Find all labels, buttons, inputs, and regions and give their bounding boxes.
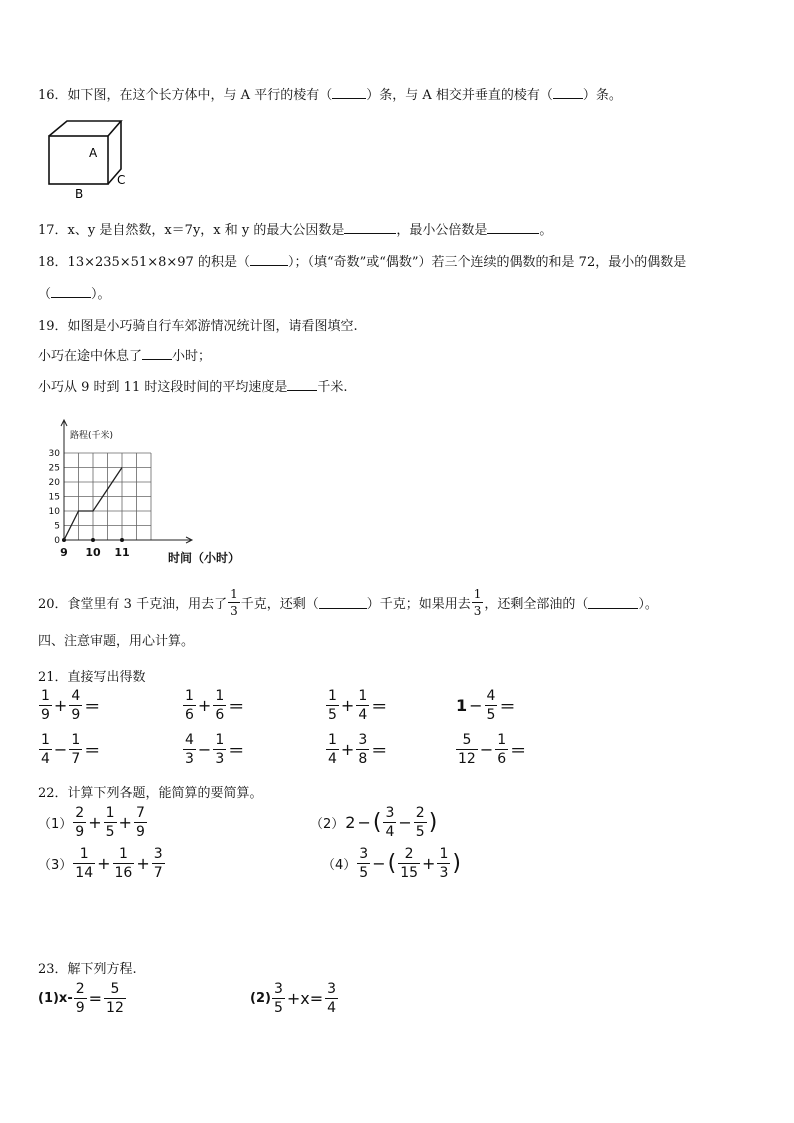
cuboid-top-face bbox=[49, 121, 121, 136]
operator: − bbox=[479, 740, 494, 759]
y-axis-label: 路程(千米) bbox=[70, 431, 114, 441]
fraction: $\frac{3}{4}$ bbox=[385, 805, 395, 840]
denominator: 5 bbox=[486, 707, 496, 723]
answer-blank[interactable] bbox=[319, 596, 367, 609]
numerator: 1 bbox=[328, 732, 337, 748]
x-axis-label: 时间（小时） bbox=[168, 551, 241, 565]
operator: + bbox=[340, 696, 355, 715]
fraction bbox=[356, 733, 369, 766]
fraction bbox=[183, 733, 196, 766]
answer-blank[interactable] bbox=[287, 378, 317, 391]
answer-blank[interactable] bbox=[142, 347, 172, 360]
y-tick-label: 5 bbox=[54, 521, 60, 532]
y-tick-label: 0 bbox=[54, 536, 60, 546]
numerator: 1 bbox=[215, 732, 225, 748]
numerator: 1 bbox=[215, 688, 225, 704]
question-17-text: 17．x、y 是自然数，x＝7y，x 和 y 的最大公因数是 ，最小公倍数是 。 bbox=[38, 223, 553, 238]
equals-sign: ＝ bbox=[371, 741, 388, 760]
cuboid-figure bbox=[40, 116, 140, 202]
fraction bbox=[69, 689, 82, 722]
operator: − bbox=[469, 696, 483, 715]
x-tick-label: 10 bbox=[85, 546, 101, 559]
y-tick-label: 15 bbox=[48, 492, 60, 503]
answer-blank[interactable] bbox=[487, 221, 539, 234]
numerator: 1 bbox=[41, 688, 50, 704]
operator: + bbox=[340, 740, 355, 759]
fraction bbox=[326, 689, 339, 722]
numerator: 3 bbox=[358, 732, 368, 748]
fraction bbox=[183, 689, 196, 722]
answer-blank[interactable] bbox=[344, 221, 396, 234]
question-18-text: 18．13×235×51×8×97 的积是（ ）；（填“奇数”或“偶数”）若三个连续的偶数的和是 72，最小的偶数是 bbox=[38, 255, 687, 270]
answer-blank[interactable] bbox=[250, 253, 288, 266]
question-22-title: 22．计算下列各题，能简算的要简算。 bbox=[38, 786, 263, 801]
fraction bbox=[456, 733, 478, 766]
numerator: 4 bbox=[486, 688, 496, 704]
denominator: 12 bbox=[458, 751, 476, 767]
numerator: 1 bbox=[328, 688, 337, 704]
question-21-item bbox=[182, 733, 245, 766]
numerator: 1 bbox=[71, 732, 81, 748]
operator: − bbox=[53, 740, 68, 759]
denominator: 9 bbox=[41, 707, 50, 723]
operator: + bbox=[53, 696, 68, 715]
question-21-item bbox=[325, 689, 388, 722]
numerator: 1 bbox=[497, 732, 507, 748]
fraction: $\frac{2}{5}$ bbox=[415, 805, 425, 840]
denominator: 6 bbox=[497, 751, 507, 767]
fraction: $\frac{3}{7}$ bbox=[153, 846, 163, 881]
question-22-part-2: （2） 2 − ( $\frac{3}{4}$ − $\frac{2}{5}$ ) bbox=[310, 805, 438, 840]
operator: + bbox=[197, 696, 212, 715]
equals-sign: ＝ bbox=[510, 741, 527, 760]
cuboid-label-a: A bbox=[89, 146, 98, 160]
fraction bbox=[326, 733, 339, 766]
answer-blank[interactable] bbox=[553, 86, 583, 99]
denominator: 6 bbox=[185, 707, 194, 723]
numerator: 4 bbox=[71, 688, 81, 704]
denominator: 3 bbox=[215, 751, 225, 767]
fraction: $\frac{2}{9}$ bbox=[75, 805, 85, 840]
denominator: 5 bbox=[328, 707, 337, 723]
question-21-item bbox=[38, 733, 101, 766]
x-tick-label: 11 bbox=[114, 546, 130, 559]
fraction: $\frac{2}{9}$ bbox=[75, 981, 85, 1016]
question-19-line1: 小巧在途中休息了 小时； bbox=[38, 349, 212, 364]
fraction bbox=[39, 689, 52, 722]
equals-sign: ＝ bbox=[499, 697, 516, 716]
equals-sign: ＝ bbox=[228, 697, 245, 716]
denominator: 4 bbox=[41, 751, 50, 767]
question-19-line2: 小巧从 9 时到 11 时这段时间的平均速度是 千米. bbox=[38, 380, 348, 395]
fraction: $\frac{1}{16}$ bbox=[114, 846, 133, 881]
denominator: 4 bbox=[328, 751, 337, 767]
y-tick-label: 30 bbox=[48, 449, 60, 459]
question-16-text: 16．如下图，在这个长方体中，与 A 平行的棱有（ ）条，与 A 相交并垂直的棱有（ ）条。 bbox=[38, 88, 622, 103]
x-tick-dot bbox=[120, 538, 124, 542]
fraction: $\frac{1}{3}$ bbox=[473, 587, 482, 618]
denominator: 4 bbox=[358, 707, 368, 723]
denominator: 7 bbox=[71, 751, 81, 767]
numerator: 1 bbox=[41, 732, 50, 748]
fraction: $\frac{1}{3}$ bbox=[230, 587, 238, 618]
equals-sign: ＝ bbox=[371, 697, 388, 716]
fraction bbox=[39, 733, 52, 766]
question-23-title: 23．解下列方程. bbox=[38, 962, 137, 977]
numerator: 1 bbox=[358, 688, 368, 704]
fraction: $\frac{1}{3}$ bbox=[439, 846, 449, 881]
fraction: $\frac{3}{5}$ bbox=[359, 846, 369, 881]
denominator: 9 bbox=[71, 707, 81, 723]
fraction: $\frac{5}{12}$ bbox=[106, 981, 124, 1016]
question-22-part-3: （3） $\frac{1}{14}$ + $\frac{1}{16}$ + $\frac{3}{7}$ bbox=[38, 846, 163, 881]
question-22-part-1: （1） $\frac{2}{9}$ + $\frac{1}{5}$ + $\frac{7}{9}$ bbox=[38, 805, 145, 840]
fraction bbox=[213, 733, 226, 766]
section-4-title: 四、注意审题，用心计算。 bbox=[38, 634, 195, 649]
answer-blank[interactable] bbox=[588, 596, 638, 609]
numerator: 1 bbox=[185, 688, 194, 704]
cuboid-label-c: C bbox=[117, 173, 126, 187]
x-tick-dot bbox=[91, 538, 95, 542]
equals-sign: ＝ bbox=[84, 697, 101, 716]
answer-blank[interactable] bbox=[332, 86, 366, 99]
fraction bbox=[213, 689, 226, 722]
answer-blank[interactable] bbox=[51, 285, 91, 298]
fraction: $\frac{1}{5}$ bbox=[105, 805, 115, 840]
question-18-line2: （ ）。 bbox=[38, 287, 111, 302]
question-21-title: 21．直接写出得数 bbox=[38, 670, 146, 685]
y-tick-label: 20 bbox=[48, 478, 60, 488]
question-20-text: 20．食堂里有 3 千克油，用去了 $\frac{1}{3}$ 千克，还剩（ ）千克；如果用去 $\frac{1}{3}$ ，还剩全部油的（ ）。 bbox=[38, 587, 658, 618]
x-tick-label: 9 bbox=[60, 546, 68, 559]
numerator: 5 bbox=[462, 732, 472, 748]
distance-time-chart bbox=[30, 412, 270, 572]
whole-number: 1 bbox=[456, 696, 468, 715]
y-tick-label: 10 bbox=[48, 507, 60, 517]
question-21-item bbox=[182, 689, 245, 722]
question-19-title: 19．如图是小巧骑自行车郊游情况统计图，请看图填空. bbox=[38, 319, 358, 334]
denominator: 6 bbox=[215, 707, 225, 723]
operator: − bbox=[197, 740, 212, 759]
fraction: $\frac{7}{9}$ bbox=[135, 805, 145, 840]
denominator: 8 bbox=[358, 751, 368, 767]
fraction: $\frac{1}{14}$ bbox=[75, 846, 94, 881]
question-23-equation-2: (2) $\frac{3}{5}$ +x= $\frac{3}{4}$ bbox=[250, 981, 337, 1016]
fraction bbox=[69, 733, 82, 766]
equals-sign: ＝ bbox=[84, 741, 101, 760]
equals-sign: ＝ bbox=[228, 741, 245, 760]
cuboid-label-b: B bbox=[75, 187, 84, 201]
question-21-item bbox=[38, 689, 101, 722]
fraction: $\frac{2}{15}$ bbox=[400, 846, 419, 881]
question-23-equation-1: (1)x- $\frac{2}{9}$ = $\frac{5}{12}$ bbox=[38, 981, 124, 1016]
question-21-item bbox=[325, 733, 388, 766]
numerator: 4 bbox=[185, 732, 194, 748]
question-22-part-4: （4） $\frac{3}{5}$ − ( $\frac{2}{15}$ + $\frac{1}{3}$ ) bbox=[322, 846, 461, 881]
fraction bbox=[495, 733, 508, 766]
y-tick-label: 25 bbox=[48, 463, 60, 474]
fraction bbox=[485, 689, 498, 722]
question-21-item bbox=[455, 689, 516, 722]
question-21-item bbox=[455, 733, 527, 766]
cuboid-front-face bbox=[49, 136, 108, 184]
fraction: $\frac{3}{5}$ bbox=[273, 981, 283, 1016]
fraction bbox=[356, 689, 369, 722]
denominator: 3 bbox=[185, 751, 194, 767]
fraction: $\frac{3}{4}$ bbox=[327, 981, 337, 1016]
